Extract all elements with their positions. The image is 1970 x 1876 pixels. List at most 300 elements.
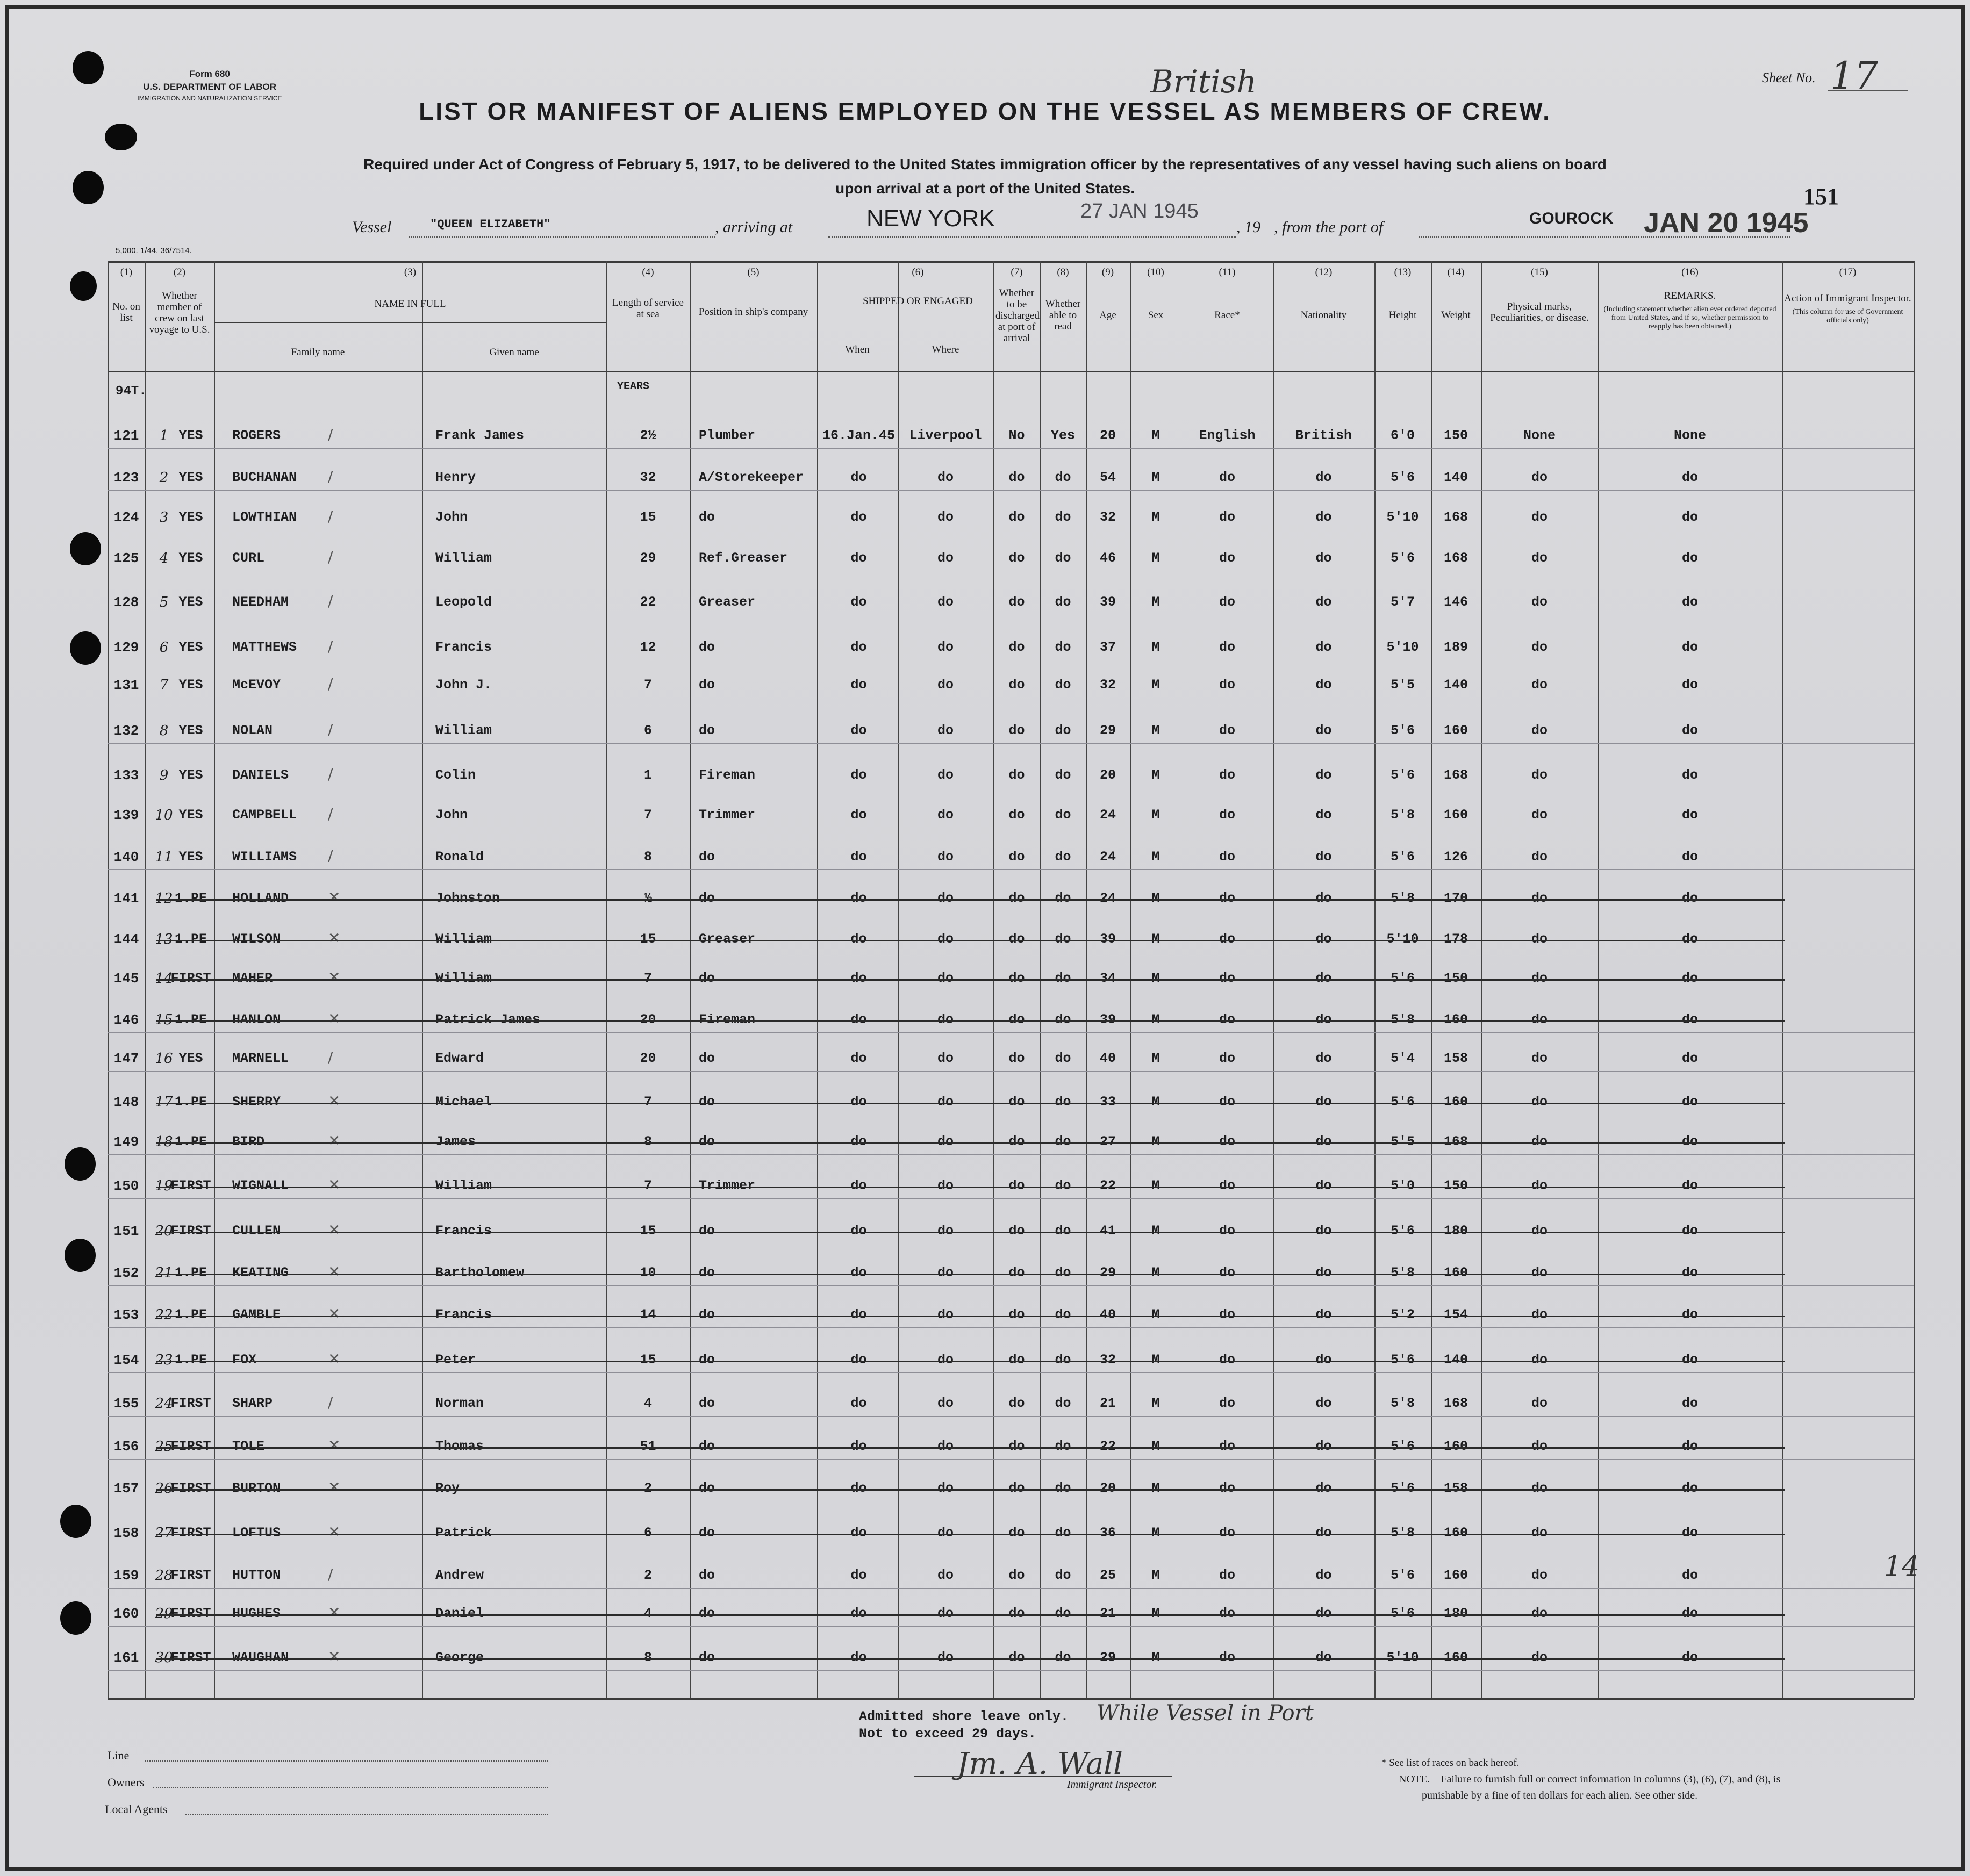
row-race: do [1219, 723, 1235, 738]
row-able-to-read: do [1055, 1396, 1071, 1411]
row-race: do [1219, 1094, 1235, 1110]
row-able-to-read: do [1055, 723, 1071, 738]
strikethrough-line [156, 1187, 1785, 1188]
row-rule [108, 1285, 1914, 1286]
row-race: do [1219, 550, 1235, 566]
row-remarks: do [1681, 594, 1698, 610]
row-discharged: do [1008, 1606, 1025, 1621]
vessel-label: Vessel [352, 218, 392, 236]
row-able-to-read: do [1055, 550, 1071, 566]
row-family-name: MATTHEWS [232, 639, 297, 655]
cross-mark-icon: ✕ [328, 1305, 341, 1322]
row-age: 29 [1099, 723, 1116, 738]
row-race: do [1219, 1439, 1235, 1454]
row-age: 40 [1099, 1051, 1116, 1066]
row-discharged: do [1008, 1439, 1025, 1454]
row-weight: 160 [1443, 1094, 1468, 1110]
row-able-to-read: do [1055, 1178, 1071, 1194]
check-mark-icon: / [328, 426, 333, 443]
row-last-voyage: FIRST [170, 1439, 211, 1454]
row-family-name: CULLEN [232, 1223, 281, 1239]
row-nationality: do [1315, 1134, 1332, 1149]
row-position: do [699, 677, 715, 693]
row-age: 39 [1099, 594, 1116, 610]
row-position: do [699, 1568, 715, 1583]
row-race: do [1219, 677, 1235, 693]
line-underline [145, 1760, 548, 1762]
column-number: (2) [173, 267, 186, 278]
row-page-ref: 158 [113, 1525, 139, 1541]
column-header: Age [1099, 310, 1116, 321]
row-number: 19 [155, 1178, 173, 1194]
row-remarks: do [1681, 1352, 1698, 1368]
row-service-years: 8 [643, 1134, 652, 1149]
row-page-ref: 128 [113, 594, 139, 610]
row-service-years: 20 [640, 1012, 656, 1027]
row-shipped-when: do [850, 550, 867, 566]
row-race: do [1219, 849, 1235, 865]
row-rule [108, 490, 1914, 491]
row-shipped-when: do [850, 639, 867, 655]
row-able-to-read: do [1055, 1480, 1071, 1496]
row-discharged: do [1008, 931, 1025, 947]
row-family-name: McEVOY [232, 677, 281, 693]
race-footnote: * See list of races on back hereof. [1381, 1757, 1520, 1769]
row-physical-marks: do [1531, 1223, 1548, 1239]
row-last-voyage: YES [178, 594, 203, 610]
row-number: 20 [155, 1223, 173, 1239]
row-shipped-where: do [937, 1094, 954, 1110]
row-discharged: do [1008, 1012, 1025, 1027]
row-last-voyage: YES [178, 677, 203, 693]
cross-mark-icon: ✕ [328, 1604, 341, 1621]
row-physical-marks: do [1531, 807, 1548, 823]
row-family-name: LOWTHIAN [232, 509, 297, 525]
departure-port: GOUROCK [1529, 210, 1614, 227]
row-race: do [1219, 931, 1235, 947]
row-number: 2 [159, 470, 169, 486]
row-number: 28 [155, 1568, 173, 1584]
row-height: 5'2 [1390, 1307, 1415, 1322]
row-physical-marks: do [1531, 594, 1548, 610]
row-physical-marks: do [1531, 971, 1548, 986]
row-weight: 150 [1443, 971, 1468, 986]
column-number: (1) [120, 267, 133, 278]
cross-mark-icon: ✕ [328, 1092, 341, 1110]
row-sex: M [1151, 1178, 1160, 1194]
row-rule [108, 1327, 1914, 1328]
column-subheader: Where [932, 344, 959, 355]
row-weight: 146 [1443, 594, 1468, 610]
row-remarks: do [1681, 509, 1698, 525]
row-shipped-when: do [850, 971, 867, 986]
row-remarks: do [1681, 849, 1698, 865]
year-label: , 19 [1236, 218, 1260, 236]
row-sex: M [1151, 723, 1160, 738]
row-shipped-when: do [850, 807, 867, 823]
row-age: 32 [1099, 677, 1116, 693]
row-weight: 189 [1443, 639, 1468, 655]
row-last-voyage: FIRST [170, 1396, 211, 1411]
row-page-ref: 146 [113, 1012, 139, 1028]
row-physical-marks: do [1531, 1134, 1548, 1149]
row-race: do [1219, 807, 1235, 823]
row-discharged: do [1008, 594, 1025, 610]
row-position: do [699, 1606, 715, 1621]
department-name: U.S. DEPARTMENT OF LABOR [142, 82, 277, 92]
row-page-ref: 129 [113, 639, 139, 656]
row-shipped-when: do [850, 1396, 867, 1411]
row-service-years: 15 [640, 1223, 656, 1239]
check-mark-icon: / [328, 805, 333, 823]
row-sex: M [1151, 1480, 1160, 1496]
row-given-name: James [435, 1134, 476, 1149]
row-discharged: do [1008, 890, 1025, 906]
row-nationality: do [1315, 550, 1332, 566]
row-able-to-read: Yes [1050, 428, 1075, 443]
row-discharged: do [1008, 1650, 1025, 1665]
row-given-name: Francis [435, 1223, 492, 1239]
row-able-to-read: do [1055, 1094, 1071, 1110]
row-given-name: George [435, 1650, 484, 1665]
row-position: do [699, 1650, 715, 1665]
row-height: 5'0 [1390, 1178, 1415, 1194]
column-number: (3) [404, 267, 417, 278]
check-mark-icon: / [328, 1565, 333, 1583]
row-weight: 180 [1443, 1606, 1468, 1621]
row-sex: M [1151, 1352, 1160, 1368]
row-number: 27 [155, 1525, 173, 1541]
row-given-name: Andrew [435, 1568, 484, 1583]
row-sex: M [1151, 807, 1160, 823]
row-physical-marks: do [1531, 677, 1548, 693]
row-shipped-when: do [850, 1439, 867, 1454]
strikethrough-line [156, 1614, 1785, 1616]
row-nationality: do [1315, 1265, 1332, 1281]
row-page-ref: 132 [113, 723, 139, 739]
signature-line [914, 1776, 1172, 1777]
row-age: 54 [1099, 470, 1116, 485]
row-page-ref: 139 [113, 807, 139, 823]
row-able-to-read: do [1055, 767, 1071, 783]
row-nationality: do [1315, 1525, 1332, 1541]
row-last-voyage: FIRST [170, 1480, 211, 1496]
row-shipped-where: do [937, 1134, 954, 1149]
inspector-label: Immigrant Inspector. [1067, 1779, 1157, 1791]
row-number: 8 [159, 723, 169, 739]
row-page-ref: 141 [113, 890, 139, 907]
cross-mark-icon: ✕ [328, 1010, 341, 1027]
row-page-ref: 155 [113, 1396, 139, 1412]
row-last-voyage: YES [178, 723, 203, 738]
row-position: do [699, 1352, 715, 1368]
column-header-note: (Including statement whether alien ever ordered deported from United States, and if so, whether permission to reapply has been obtained.) [1603, 305, 1776, 330]
row-remarks: None [1673, 428, 1706, 443]
column-header: Weight [1441, 310, 1471, 321]
row-page-ref: 160 [113, 1606, 139, 1622]
row-rule [108, 743, 1914, 744]
row-sex: M [1151, 1094, 1160, 1110]
row-age: 37 [1099, 639, 1116, 655]
row-position: Ref.Greaser [699, 550, 788, 566]
row-position: do [699, 1525, 715, 1541]
row-race: do [1219, 1134, 1235, 1149]
row-sex: M [1151, 1525, 1160, 1541]
penalty-note-2: punishable by a fine of ten dollars for each alien. See other side. [1422, 1789, 1698, 1801]
row-given-name: William [435, 550, 492, 566]
row-position: do [699, 1480, 715, 1496]
row-given-name: Francis [435, 639, 492, 655]
row-race: do [1219, 1650, 1235, 1665]
row-nationality: do [1315, 1568, 1332, 1583]
row-sex: M [1151, 931, 1160, 947]
row-physical-marks: do [1531, 1606, 1548, 1621]
row-sex: M [1151, 1439, 1160, 1454]
row-last-voyage: FIRST [170, 1223, 211, 1239]
row-able-to-read: do [1055, 931, 1071, 947]
row-shipped-where: do [937, 807, 954, 823]
row-sex: M [1151, 890, 1160, 906]
row-remarks: do [1681, 807, 1698, 823]
row-last-voyage: 1.PE [174, 1012, 207, 1027]
row-number: 22 [155, 1307, 173, 1323]
row-age: 40 [1099, 1307, 1116, 1322]
row-remarks: do [1681, 1525, 1698, 1541]
row-race: do [1219, 890, 1235, 906]
row-family-name: WILSON [232, 931, 281, 947]
row-position: do [699, 1439, 715, 1454]
row-number: 24 [155, 1396, 173, 1412]
row-age: 21 [1099, 1606, 1116, 1621]
row-discharged: do [1008, 1352, 1025, 1368]
row-shipped-when: do [850, 1568, 867, 1583]
row-family-name: BURTON [232, 1480, 281, 1496]
row-shipped-when: do [850, 470, 867, 485]
row-height: 5'6 [1390, 1480, 1415, 1496]
row-sex: M [1151, 1650, 1160, 1665]
row-height: 5'6 [1390, 723, 1415, 738]
row-race: do [1219, 1480, 1235, 1496]
row-page-ref: 147 [113, 1051, 139, 1067]
row-race: do [1219, 470, 1235, 485]
row-discharged: do [1008, 509, 1025, 525]
row-service-years: 4 [643, 1606, 652, 1621]
row-family-name: SHARP [232, 1396, 273, 1411]
row-age: 22 [1099, 1178, 1116, 1194]
column-number: (9) [1101, 267, 1114, 278]
row-shipped-where: do [937, 470, 954, 485]
row-position: do [699, 1094, 715, 1110]
row-race: do [1219, 1307, 1235, 1322]
row-family-name: MAHER [232, 971, 273, 986]
row-weight: 158 [1443, 1051, 1468, 1066]
row-weight: 160 [1443, 807, 1468, 823]
row-weight: 168 [1443, 767, 1468, 783]
row-last-voyage: 1.PE [174, 1307, 207, 1322]
row-able-to-read: do [1055, 1012, 1071, 1027]
column-header: SHIPPED OR ENGAGED [863, 296, 973, 307]
row-weight: 170 [1443, 890, 1468, 906]
row-sex: M [1151, 1051, 1160, 1066]
admitted-handwritten-note: While Vessel in Port [1097, 1701, 1314, 1726]
row-position: do [699, 639, 715, 655]
cross-mark-icon: ✕ [328, 1263, 341, 1281]
row-able-to-read: do [1055, 1606, 1071, 1621]
row-sex: M [1151, 1606, 1160, 1621]
row-physical-marks: do [1531, 1650, 1548, 1665]
cross-mark-icon: ✕ [328, 1350, 341, 1368]
row-physical-marks: do [1531, 1439, 1548, 1454]
row-shipped-when: do [850, 1134, 867, 1149]
row-position: do [699, 890, 715, 906]
row-service-years: 1 [643, 767, 652, 783]
row-sex: M [1151, 1265, 1160, 1281]
column-header: Position in ship's company [698, 306, 808, 318]
row-discharged: do [1008, 1525, 1025, 1541]
row-remarks: do [1681, 1178, 1698, 1194]
row-page-ref: 140 [113, 849, 139, 865]
row-age: 27 [1099, 1134, 1116, 1149]
row-nationality: do [1315, 470, 1332, 485]
column-number: (5) [747, 267, 760, 278]
row-given-name: Patrick James [435, 1012, 541, 1027]
row-position: Greaser [699, 594, 756, 610]
row-number: 29 [155, 1606, 173, 1622]
row-number: 9 [159, 767, 169, 784]
row-number: 17 [155, 1094, 173, 1110]
strikethrough-line [156, 1534, 1785, 1535]
cross-mark-icon: ✕ [328, 1436, 341, 1454]
row-shipped-where: do [937, 1650, 954, 1665]
row-able-to-read: do [1055, 1051, 1071, 1066]
row-given-name: Daniel [435, 1606, 484, 1621]
row-given-name: John [435, 509, 468, 525]
row-height: 5'8 [1390, 807, 1415, 823]
row-physical-marks: do [1531, 849, 1548, 865]
row-shipped-when: do [850, 509, 867, 525]
row-rule [108, 869, 1914, 870]
row-number: 23 [155, 1352, 173, 1368]
row-number: 18 [155, 1134, 173, 1150]
row-position: do [699, 1396, 715, 1411]
row-shipped-when: do [850, 931, 867, 947]
row-age: 24 [1099, 849, 1116, 865]
row-nationality: do [1315, 1178, 1332, 1194]
row-able-to-read: do [1055, 849, 1071, 865]
row-physical-marks: do [1531, 1480, 1548, 1496]
row-discharged: do [1008, 1094, 1025, 1110]
row-weight: 140 [1443, 470, 1468, 485]
row-position: Greaser [699, 931, 756, 947]
row-sex: M [1151, 1134, 1160, 1149]
row-last-voyage: YES [178, 470, 203, 485]
row-race: English [1199, 428, 1256, 443]
row-race: do [1219, 594, 1235, 610]
row-age: 41 [1099, 1223, 1116, 1239]
column-header: Whether able to read [1045, 298, 1081, 332]
strikethrough-line [156, 1103, 1785, 1104]
cross-mark-icon: ✕ [328, 968, 341, 986]
row-age: 32 [1099, 1352, 1116, 1368]
row-race: do [1219, 639, 1235, 655]
check-mark-icon: / [328, 468, 333, 485]
row-last-voyage: 1.PE [174, 1352, 207, 1368]
row-last-voyage: 1.PE [174, 1265, 207, 1281]
row-able-to-read: do [1055, 1525, 1071, 1541]
row-race: do [1219, 1051, 1235, 1066]
row-shipped-when: do [850, 1178, 867, 1194]
row-weight: 168 [1443, 509, 1468, 525]
row-position: A/Storekeeper [699, 470, 804, 485]
row-race: do [1219, 1223, 1235, 1239]
row-shipped-when: do [850, 594, 867, 610]
print-info: 5,000. 1/44. 36/7514. [116, 246, 192, 255]
row-weight: 160 [1443, 1012, 1468, 1027]
row-remarks: do [1681, 1480, 1698, 1496]
admitted-shore-leave: Admitted shore leave only. [859, 1709, 1069, 1724]
row-nationality: do [1315, 1439, 1332, 1454]
row-height: 5'6 [1390, 470, 1415, 485]
row-last-voyage: YES [178, 428, 203, 443]
row-remarks: do [1681, 1307, 1698, 1322]
line-label: Line [108, 1749, 130, 1762]
row-race: do [1219, 971, 1235, 986]
row-height: 5'7 [1390, 594, 1415, 610]
row-rule [108, 1588, 1914, 1589]
row-race: do [1219, 1265, 1235, 1281]
row-position: Trimmer [699, 1178, 756, 1194]
row-given-name: William [435, 931, 492, 947]
row-given-name: Thomas [435, 1439, 484, 1454]
row-shipped-when: do [850, 1606, 867, 1621]
row-physical-marks: do [1531, 723, 1548, 738]
column-header: Whether member of crew on last voyage to U.S. [149, 290, 210, 335]
row-family-name: FOX [232, 1352, 257, 1368]
column-header: Length of service at sea [612, 297, 684, 320]
row-given-name: Frank James [435, 428, 525, 443]
row-number: 5 [159, 594, 169, 610]
row-physical-marks: do [1531, 1568, 1548, 1583]
row-family-name: SHERRY [232, 1094, 281, 1110]
column-number: (6) [912, 267, 924, 278]
row-service-years: 2½ [640, 428, 656, 443]
row-age: 33 [1099, 1094, 1116, 1110]
row-given-name: John J. [435, 677, 492, 693]
row-service-years: 7 [643, 1178, 652, 1194]
row-family-name: WILLIAMS [232, 849, 297, 865]
row-number: 7 [159, 677, 169, 693]
row-weight: 178 [1443, 931, 1468, 947]
row-height: 5'6 [1390, 1606, 1415, 1621]
row-physical-marks: do [1531, 767, 1548, 783]
row-position: do [699, 849, 715, 865]
column-number: (4) [642, 267, 654, 278]
row-page-ref: 124 [113, 509, 139, 526]
row-able-to-read: do [1055, 1352, 1071, 1368]
strikethrough-line [156, 1316, 1785, 1317]
row-remarks: do [1681, 1396, 1698, 1411]
row-sex: M [1151, 1307, 1160, 1322]
row-height: 5'8 [1390, 1525, 1415, 1541]
row-race: do [1219, 1606, 1235, 1621]
row-sex: M [1151, 1568, 1160, 1583]
check-mark-icon: / [328, 1048, 333, 1066]
arriving-port: NEW YORK [866, 205, 995, 232]
column-header: NAME IN FULL [374, 298, 446, 310]
row-rule [108, 1198, 1914, 1199]
row-given-name: Johnston [435, 890, 500, 906]
penalty-note-1: NOTE.—Failure to furnish full or correct information in columns (3), (6), (7), and (8), is [1399, 1773, 1781, 1785]
